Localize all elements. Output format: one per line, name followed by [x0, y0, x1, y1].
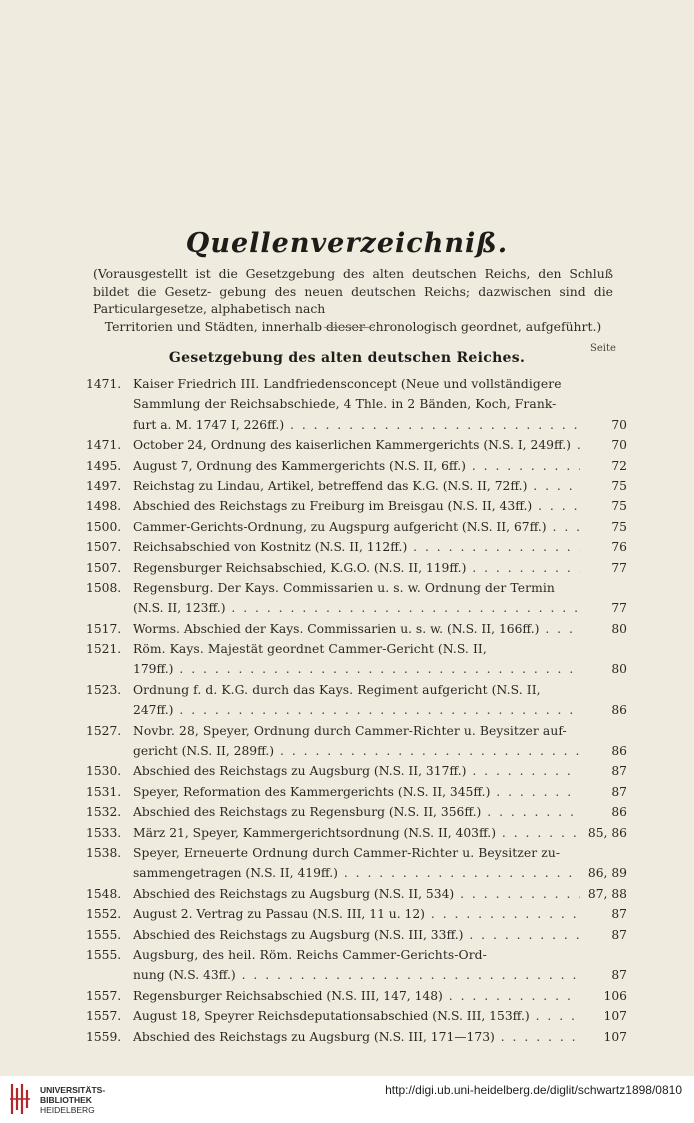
- entry-year: 1559.: [86, 1029, 122, 1044]
- entry-line: [0, 925, 694, 945]
- list-item: [0, 619, 694, 639]
- entry-text: Regensburger Reichsabschied, K.G.O. (N.S. II, 119ff.) . . .: [133, 558, 580, 578]
- entry-page: 87, 88: [587, 886, 627, 901]
- entry-page: 77: [611, 601, 627, 616]
- entry-line: [0, 700, 694, 720]
- entry-text: Abschied des Reichstags zu Augsburg (N.S. II, 317ff.) . . .: [133, 761, 580, 781]
- entry-year: 1555.: [86, 927, 122, 942]
- library-name: [40, 1085, 105, 1115]
- entry-line: [0, 680, 694, 700]
- entry-text: 247ff.) . . .: [133, 700, 580, 720]
- divider: [324, 327, 374, 328]
- entry-page: 70: [611, 417, 627, 432]
- entry-line: [0, 537, 694, 557]
- entry-text: Kaiser Friedrich III. Landfriedensconcept (Neue und vollständigere: [133, 377, 562, 391]
- entry-page: 85, 86: [587, 825, 627, 840]
- list-item: [0, 1027, 694, 1047]
- entry-line: [0, 965, 694, 985]
- entry-year: 1500.: [86, 519, 122, 534]
- entry-text: Röm. Kays. Majestät geordnet Cammer-Gericht (N.S. II,: [133, 642, 487, 657]
- entry-line: [0, 598, 694, 618]
- entry-year: 1507.: [86, 540, 122, 555]
- entry-year: 1507.: [86, 560, 122, 575]
- entry-line: [0, 1027, 694, 1047]
- entry-line: [0, 802, 694, 822]
- entry-page: 87: [611, 968, 627, 983]
- entry-year: 1497.: [86, 478, 122, 493]
- entry-line: [0, 945, 694, 965]
- entry-text: März 21, Speyer, Kammergerichtsordnung (N.S. II, 403ff.) . . .: [133, 823, 580, 843]
- source-url[interactable]: http://digi.ub.uni-heidelberg.de/diglit/schwartz1898/0810: [385, 1083, 682, 1097]
- entry-year: 1557.: [86, 1009, 122, 1024]
- entry-text: Abschied des Reichstags zu Augsburg (N.S. III, 33ff.) . . .: [133, 925, 580, 945]
- preface-note: [93, 265, 613, 335]
- entry-text: Ordnung f. d. K.G. durch das Kays. Regiment aufgericht (N.S. II,: [133, 682, 541, 697]
- entry-line: [0, 782, 694, 802]
- entry-year: 1532.: [86, 805, 122, 820]
- footer-bar: [0, 1076, 694, 1123]
- list-item: [0, 925, 694, 945]
- list-item: [0, 476, 694, 496]
- list-item: [0, 823, 694, 843]
- entry-text: Cammer-Gerichts-Ordnung, zu Augspurg aufgericht (N.S. II, 67ff.) . . .: [133, 517, 580, 537]
- list-item: [0, 782, 694, 802]
- entry-text: Speyer, Reformation des Kammergerichts (N.S. II, 345ff.) . . .: [133, 782, 580, 802]
- list-item: [0, 639, 694, 680]
- entry-text: Reichsabschied von Kostnitz (N.S. II, 112ff.) . . .: [133, 537, 580, 557]
- entry-year: 1495.: [86, 458, 122, 473]
- list-item: [0, 496, 694, 516]
- entry-page: 107: [603, 1009, 627, 1024]
- entry-text: 179ff.) . . .: [133, 659, 580, 679]
- entry-text: furt a. M. 1747 I, 226ff.) . . .: [133, 415, 580, 435]
- entry-year: 1557.: [86, 988, 122, 1003]
- page-title: Quellenverzeichniß.: [185, 228, 509, 259]
- entry-line: [0, 476, 694, 496]
- entry-year: 1527.: [86, 723, 122, 738]
- entry-text: sammengetragen (N.S. II, 419ff.) . . .: [133, 863, 580, 883]
- list-item: [0, 558, 694, 578]
- entry-page: 106: [603, 988, 627, 1003]
- entry-text: Abschied des Reichstags zu Augsburg (N.S. III, 171—173) . . .: [133, 1027, 580, 1047]
- entry-line: [0, 659, 694, 679]
- preface-line-2: gebung des neuen deutschen Reichs; dazwischen sind die Particulargesetze, alphabetisch nach: [93, 283, 613, 316]
- entry-year: 1555.: [86, 947, 122, 962]
- entry-page: 72: [611, 458, 627, 473]
- entry-text: August 7, Ordnung des Kammergerichts (N.S. II, 6ff.) . . .: [133, 456, 580, 476]
- entry-text: Worms. Abschied der Kays. Commissarien u. s. w. (N.S. II, 166ff.) . . .: [133, 619, 580, 639]
- list-item: [0, 1006, 694, 1026]
- entry-year: 1533.: [86, 825, 122, 840]
- entry-page: 86, 89: [587, 866, 627, 881]
- entry-line: [0, 456, 694, 476]
- section-heading: Gesetzgebung des alten deutschen Reiches.: [168, 350, 526, 366]
- entry-year: 1538.: [86, 845, 122, 860]
- preface-line-3: Territorien und Städten, innerhalb dieser chronologisch geordnet, aufgeführt.): [104, 318, 602, 334]
- list-item: [0, 517, 694, 537]
- entry-text: August 2. Vertrag zu Passau (N.S. III, 11 u. 12) . . .: [133, 904, 580, 924]
- entry-page: 80: [611, 662, 627, 677]
- entry-text: Speyer, Erneuerte Ordnung durch Cammer-Richter u. Beysitzer zu-: [133, 845, 561, 860]
- entry-page: 86: [611, 744, 627, 759]
- entry-page: 87: [611, 927, 627, 942]
- entry-line: [0, 986, 694, 1006]
- entry-text: Sammlung der Reichsabschiede, 4 Thle. in 2 Bänden, Koch, Frank-: [133, 397, 557, 412]
- entry-page: 87: [611, 764, 627, 779]
- entry-text: Novbr. 28, Speyer, Ordnung durch Cammer-Richter u. Beysitzer auf-: [133, 723, 567, 738]
- entry-year: 1508.: [86, 580, 122, 595]
- list-item: [0, 843, 694, 884]
- entry-text: (N.S. II, 123ff.) . . .: [133, 598, 580, 618]
- entry-year: 1523.: [86, 682, 122, 697]
- entry-line: [0, 639, 694, 659]
- entry-line: [0, 435, 694, 455]
- entry-line: [0, 394, 694, 414]
- list-item: [0, 578, 694, 619]
- entry-year: 1471.: [86, 377, 122, 391]
- entry-year: 1498.: [86, 499, 122, 514]
- list-item: [0, 374, 694, 435]
- entry-page: 70: [611, 438, 627, 453]
- list-item: [0, 721, 694, 762]
- entry-line: [0, 374, 694, 394]
- list-item: [0, 537, 694, 557]
- list-item: [0, 884, 694, 904]
- entry-year: 1471.: [86, 438, 122, 453]
- entry-line: [0, 823, 694, 843]
- entry-page: 87: [611, 784, 627, 799]
- entry-line: [0, 863, 694, 883]
- entry-line: [0, 843, 694, 863]
- list-item: [0, 761, 694, 781]
- entry-text: Regensburger Reichsabschied (N.S. III, 147, 148) . . .: [133, 986, 580, 1006]
- source-list: [0, 374, 694, 1047]
- entry-line: [0, 741, 694, 761]
- entry-page: 76: [611, 540, 627, 555]
- entry-text: Abschied des Reichstags zu Augsburg (N.S. II, 534) . . .: [133, 884, 580, 904]
- university-logo-icon: [8, 1082, 32, 1116]
- list-item: [0, 945, 694, 986]
- entry-line: [0, 496, 694, 516]
- entry-text: Regensburg. Der Kays. Commissarien u. s. w. Ordnung der Termin: [133, 580, 555, 595]
- list-item: [0, 435, 694, 455]
- library-line-2: BIBLIOTHEK: [40, 1095, 92, 1105]
- entry-text: nung (N.S. 43ff.) . . .: [133, 965, 580, 985]
- entry-page: 87: [611, 907, 627, 922]
- page-column-label: Seite: [590, 343, 616, 354]
- entry-text: Reichstag zu Lindau, Artikel, betreffend das K.G. (N.S. II, 72ff.) . . .: [133, 476, 580, 496]
- entry-line: [0, 558, 694, 578]
- entry-year: 1531.: [86, 784, 122, 799]
- entry-line: [0, 904, 694, 924]
- entry-text: August 18, Speyrer Reichsdeputationsabschied (N.S. III, 153ff.) . . .: [133, 1006, 580, 1026]
- entry-year: 1517.: [86, 621, 122, 636]
- entry-line: [0, 1006, 694, 1026]
- entry-page: 75: [611, 519, 627, 534]
- entry-text: Abschied des Reichstags zu Freiburg im Breisgau (N.S. II, 43ff.) . . .: [133, 496, 580, 516]
- entry-page: 77: [611, 560, 627, 575]
- entry-line: [0, 415, 694, 435]
- list-item: [0, 680, 694, 721]
- entry-page: 86: [611, 805, 627, 820]
- entry-page: 86: [611, 703, 627, 718]
- entry-line: [0, 578, 694, 598]
- entry-year: 1530.: [86, 764, 122, 779]
- entry-page: 80: [611, 621, 627, 636]
- entry-line: [0, 761, 694, 781]
- list-item: [0, 904, 694, 924]
- list-item: [0, 986, 694, 1006]
- entry-text: gericht (N.S. II, 289ff.) . . .: [133, 741, 580, 761]
- library-line-3: HEIDELBERG: [40, 1105, 95, 1115]
- entry-page: 107: [603, 1029, 627, 1044]
- entry-text: October 24, Ordnung des kaiserlichen Kammergerichts (N.S. I, 249ff.) . . .: [133, 435, 580, 455]
- entry-line: [0, 517, 694, 537]
- entry-text: Augsburg, des heil. Röm. Reichs Cammer-Gerichts-Ord-: [133, 947, 487, 962]
- entry-year: 1552.: [86, 907, 122, 922]
- entry-page: 75: [611, 478, 627, 493]
- list-item: [0, 456, 694, 476]
- entry-line: [0, 721, 694, 741]
- library-line-1: UNIVERSITÄTS-: [40, 1085, 106, 1095]
- entry-year: 1521.: [86, 642, 122, 657]
- preface-line-1: (Vorausgestellt ist die Gesetzgebung des alten deutschen Reichs, den Schluß bildet die Gesetz-: [93, 266, 613, 299]
- entry-page: 75: [611, 499, 627, 514]
- list-item: [0, 802, 694, 822]
- entry-year: 1548.: [86, 886, 122, 901]
- entry-line: [0, 884, 694, 904]
- entry-line: [0, 619, 694, 639]
- entry-text: Abschied des Reichstags zu Regensburg (N.S. II, 356ff.) . . .: [133, 802, 580, 822]
